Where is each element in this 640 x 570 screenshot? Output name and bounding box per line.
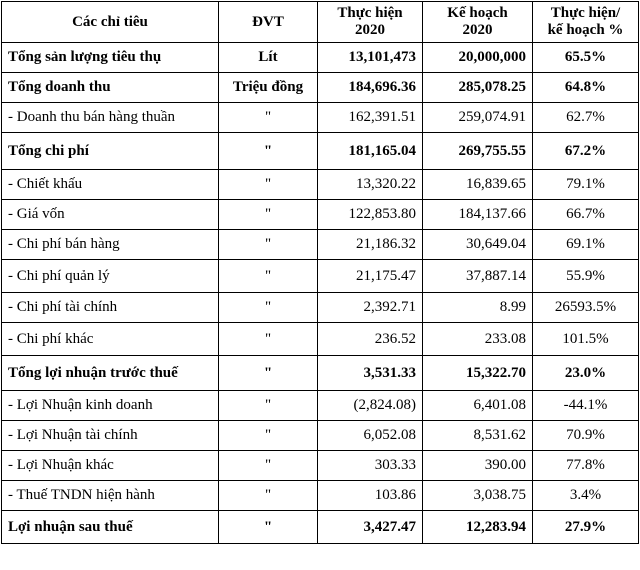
row-unit: " — [219, 293, 318, 323]
table-row — [2, 170, 639, 200]
row-plan: 37,887.14 — [423, 260, 533, 293]
row-unit: " — [219, 323, 318, 356]
header-indicator: Các chỉ tiêu — [2, 2, 219, 43]
row-name: Lợi nhuận sau thuế — [2, 511, 219, 544]
row-unit: " — [219, 170, 318, 200]
row-unit: " — [219, 421, 318, 451]
row-actual: 13,101,473 — [318, 43, 423, 73]
table-row — [2, 73, 639, 103]
row-plan: 259,074.91 — [423, 103, 533, 133]
row-actual: 122,853.80 — [318, 200, 423, 230]
row-actual: 3,427.47 — [318, 511, 423, 544]
row-ratio: 27.9% — [533, 511, 639, 544]
row-actual: 236.52 — [318, 323, 423, 356]
row-ratio: 69.1% — [533, 230, 639, 260]
row-unit: " — [219, 200, 318, 230]
row-plan: 184,137.66 — [423, 200, 533, 230]
row-ratio: 23.0% — [533, 356, 639, 391]
row-name: - Chi phí khác — [2, 323, 219, 356]
row-plan: 285,078.25 — [423, 73, 533, 103]
table-row — [2, 200, 639, 230]
row-ratio: 64.8% — [533, 73, 639, 103]
table-row — [2, 481, 639, 511]
row-name: - Chiết khấu — [2, 170, 219, 200]
row-actual: 3,531.33 — [318, 356, 423, 391]
row-unit: " — [219, 356, 318, 391]
row-ratio: 70.9% — [533, 421, 639, 451]
row-name: - Giá vốn — [2, 200, 219, 230]
row-actual: 181,165.04 — [318, 133, 423, 170]
table-row — [2, 230, 639, 260]
header-ratio — [533, 2, 639, 43]
header-row — [2, 2, 639, 43]
row-plan: 15,322.70 — [423, 356, 533, 391]
table-row — [2, 451, 639, 481]
row-plan: 20,000,000 — [423, 43, 533, 73]
row-unit: " — [219, 133, 318, 170]
row-name: - Chi phí quản lý — [2, 260, 219, 293]
row-name: - Chi phí bán hàng — [2, 230, 219, 260]
row-plan: 8.99 — [423, 293, 533, 323]
header-unit: ĐVT — [219, 2, 318, 43]
header-plan — [423, 2, 533, 43]
row-plan: 6,401.08 — [423, 391, 533, 421]
row-actual: 184,696.36 — [318, 73, 423, 103]
row-unit: " — [219, 230, 318, 260]
business-results-table — [1, 1, 639, 544]
row-actual: 103.86 — [318, 481, 423, 511]
row-unit: " — [219, 511, 318, 544]
row-plan: 233.08 — [423, 323, 533, 356]
row-actual: 6,052.08 — [318, 421, 423, 451]
header-ratio-line2: kế hoạch % — [547, 22, 624, 38]
row-ratio: 79.1% — [533, 170, 639, 200]
row-name: - Chi phí tài chính — [2, 293, 219, 323]
row-plan: 390.00 — [423, 451, 533, 481]
table-row — [2, 293, 639, 323]
row-actual: 303.33 — [318, 451, 423, 481]
row-ratio: 66.7% — [533, 200, 639, 230]
row-name: - Doanh thu bán hàng thuần — [2, 103, 219, 133]
row-actual: 13,320.22 — [318, 170, 423, 200]
row-plan: 16,839.65 — [423, 170, 533, 200]
row-name: - Lợi Nhuận kinh doanh — [2, 391, 219, 421]
row-plan: 8,531.62 — [423, 421, 533, 451]
row-unit: " — [219, 451, 318, 481]
row-ratio: 26593.5% — [533, 293, 639, 323]
row-ratio: 67.2% — [533, 133, 639, 170]
table-row — [2, 421, 639, 451]
header-actual-line2: 2020 — [355, 22, 385, 38]
table-row — [2, 511, 639, 544]
row-name: Tổng lợi nhuận trước thuế — [2, 356, 219, 391]
row-name: Tổng sản lượng tiêu thụ — [2, 43, 219, 73]
header-actual — [318, 2, 423, 43]
row-unit: Lít — [219, 43, 318, 73]
table-row — [2, 43, 639, 73]
header-plan-line2: 2020 — [462, 22, 493, 38]
header-plan-line1: Kế hoạch — [447, 5, 508, 21]
row-ratio: 62.7% — [533, 103, 639, 133]
row-unit: " — [219, 260, 318, 293]
row-ratio: -44.1% — [533, 391, 639, 421]
row-plan: 3,038.75 — [423, 481, 533, 511]
row-ratio: 65.5% — [533, 43, 639, 73]
row-ratio: 101.5% — [533, 323, 639, 356]
row-plan: 269,755.55 — [423, 133, 533, 170]
row-name: - Lợi Nhuận tài chính — [2, 421, 219, 451]
row-ratio: 3.4% — [533, 481, 639, 511]
row-unit: " — [219, 481, 318, 511]
row-ratio: 77.8% — [533, 451, 639, 481]
row-actual: 162,391.51 — [318, 103, 423, 133]
row-actual: 21,186.32 — [318, 230, 423, 260]
row-name: Tổng doanh thu — [2, 73, 219, 103]
row-unit: " — [219, 391, 318, 421]
table-row — [2, 260, 639, 293]
row-name: - Thuế TNDN hiện hành — [2, 481, 219, 511]
row-plan: 30,649.04 — [423, 230, 533, 260]
row-name: Tổng chi phí — [2, 133, 219, 170]
row-actual: 2,392.71 — [318, 293, 423, 323]
table-row — [2, 323, 639, 356]
table-row — [2, 391, 639, 421]
table-row — [2, 103, 639, 133]
row-unit: Triệu đồng — [219, 73, 318, 103]
table-row — [2, 133, 639, 170]
header-ratio-line1: Thực hiện/ — [550, 5, 621, 21]
row-unit: " — [219, 103, 318, 133]
row-plan: 12,283.94 — [423, 511, 533, 544]
table-row — [2, 356, 639, 391]
row-ratio: 55.9% — [533, 260, 639, 293]
row-actual: (2,824.08) — [318, 391, 423, 421]
row-actual: 21,175.47 — [318, 260, 423, 293]
row-name: - Lợi Nhuận khác — [2, 451, 219, 481]
header-actual-line1: Thực hiện — [337, 5, 403, 21]
